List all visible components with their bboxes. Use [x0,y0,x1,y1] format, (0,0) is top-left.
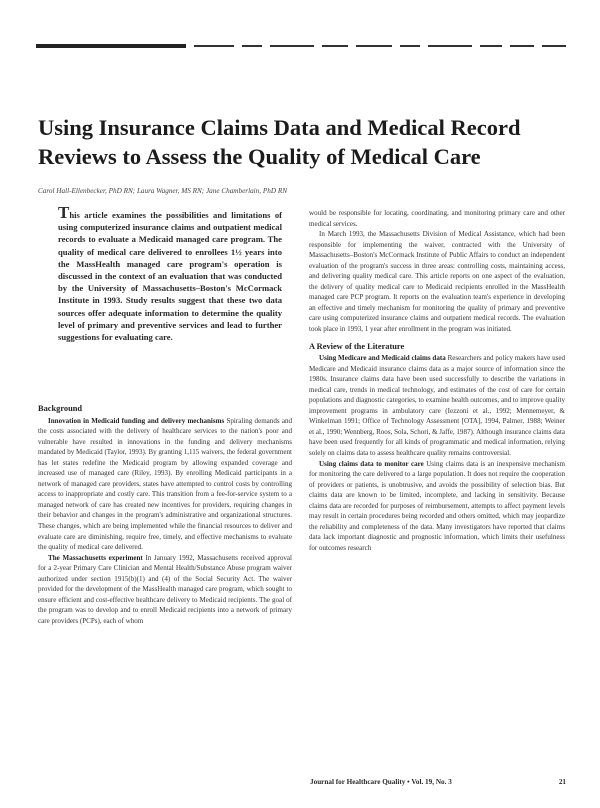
page-footer [310,778,566,788]
abstract-dropcap: T [58,203,70,222]
paragraph-monitor-care [309,459,565,554]
run-in-heading: Using Medicare and Medicaid claims data [319,354,446,363]
section-heading-literature-review: A Review of the Literature [309,341,405,351]
paragraph-innovation [38,416,292,553]
section-heading-background: Background [38,404,83,413]
abstract-text: his article examines the possibilities and limitations of using computerized insurance claims and outpatient medical records to evaluate a Medicaid managed care program. The quality of medical care delivered to enrollees 1½ years into the MassHealth managed care program's operation is discussed in the context of an evaluation that was conducted by the University of Massachusetts–Boston's McCormack Institute in 1993. Study results suggest that these two data sources offer adequate information to determine the quality level of primary and preventive services and lead to further suggestions for evaluating care. [58,210,282,343]
journal-citation: Journal for Healthcare Quality • Vol. 19, No. 3 [310,778,452,786]
paragraph-text: Spiraling demands and the costs associated with the delivery of healthcare services to the nation's poor and vulnerable have resulted in innovations in the funding and delivery mechanisms mandated by Medicaid (Taylor, 1993). By granting 1,115 waivers, the federal government has let states redefine the Medicaid program by allowing expanded coverage and increased use of managed care (Riley, 1993). By enrolling Medicaid participants in a network of managed care providers, states have attempted to control costs by controlling access to inappropriate and costly care. This transition from a fee-for-service system to a managed network of care has created new incentives for providers, requiring changes in their behavior and changes in the program's administrative and organizational structures. These changes, which are being implemented while the financial resources to deliver and evaluate care are diminishing, require free, timely, and effective mechanisms to evaluate the quality of medical care delivered. [38,416,292,552]
run-in-heading: Using claims data to monitor care [319,459,424,468]
article-title: Using Insurance Claims Data and Medical Record Reviews to Assess the Quality of Medical Care [38,115,521,169]
paragraph-text: In January 1992, Massachusetts received approval for a 2-year Primary Care Clinician and Mental Health/Substance Abuse program waiver authorized under section 1915(b)(1) and (4) of the Social Security Act. The waiver provided for the development of the MassHealth managed care program, which sought to ensure efficient and cost-effective healthcare delivery to Medicaid recipients. The goal of the program was to develop and to enroll Medicaid recipients into a network of primary care providers (PCPs), each of whom [38,553,292,625]
paragraph-continued: would be responsible for locating, coordinating, and monitoring primary care and other medical services. [309,209,565,228]
left-column [38,404,292,626]
abstract [58,203,282,343]
paragraph-claims-data [309,353,565,458]
paragraph-massachusetts [38,553,292,627]
paragraph-text: Researchers and policy makers have used Medicare and Medicaid insurance claims data as a major source of information since the 1980s. Insurance claims data have been used successfully to describe the variations in medical care, trends in medical technology, and estimates of the cost of care for certain populations and diagnostic categories, to examine health outcomes, and to improve quality improvement programs in ambulatory care (Iezzoni et al., 1992; Mennemeyer, & Winkelman 1991; Office of Technology Assessment [OTA], 1994, Palmer, 1988; Weiner et al., 1990; Wennberg, Roos, Sola, Schori, & Jaffe, 1987). Although insurance claims data have been used frequently for all kinds of programmatic and medical information, relying solely on claims data to assess healthcare quality remains controversial. [309,354,566,458]
top-decorative-rule [36,44,566,48]
paragraph-text: Using claims data is an inexpensive mechanism for monitoring the care delivered to a large population. It does not require the cooperation of providers or patients, is unobtrusive, and avoids the possibility of selection bias. But claims data are known to be limited, incomplete, and lacking in sensitivity. Because claims data are recorded for purposes of reimbursement, attempts to affect payment levels may result in certain procedures being recorded and others omitted, which may jeopardize the reliability and completeness of the data. Many investigators have reported that claims data lack important diagnostic and prognostic information, which limits their usefulness for outcomes research [309,459,565,552]
run-in-heading: The Massachusetts experiment [48,553,143,562]
run-in-heading: Innovation in Medicaid funding and delivery mechanisms [48,416,225,425]
page-number: 21 [558,778,566,786]
paragraph-march-1993: In March 1993, the Massachusetts Division of Medical Assistance, which had been responsible for implementing the waiver, contracted with the University of Massachusetts–Boston's McCormack Institute of Public Affairs to conduct an independent evaluation of the program's success in three areas: controlling costs, maintaining access, and delivering quality medical care. This article reports on one aspect of the evaluation, the delivery of quality medical care to Medicaid recipients enrolled in the MassHealth managed care PCP program. It reports on the evaluation team's experience in developing an effective and timely mechanism for monitoring the quality of primary and preventive care using computerized insurance claims and outpatient medical records. The evaluation took place in 1993, 1 year after enrollment in the program was initiated. [309,230,565,334]
right-column [309,208,565,554]
author-line: Carol Hall-Ellenbecker, PhD RN; Laura Wagner, MS RN; Jane Chamberlain, PhD RN [38,187,288,195]
